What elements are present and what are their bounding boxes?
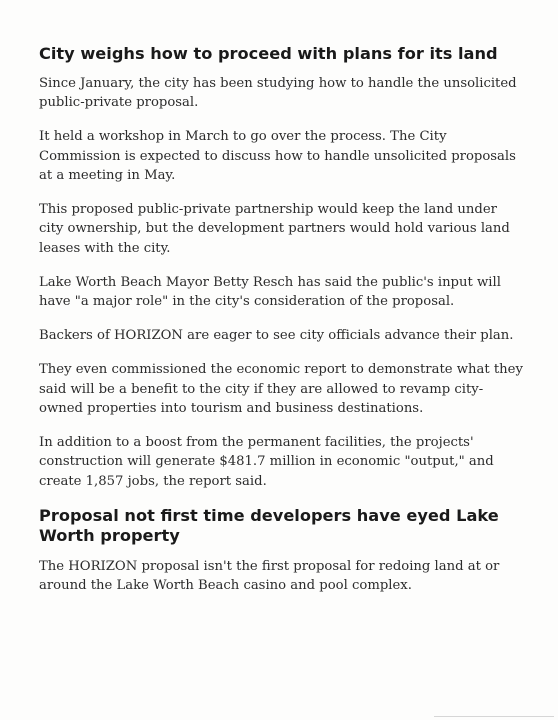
section-heading-land-plans: City weighs how to proceed with plans for its land <box>39 44 498 63</box>
section-heading-previous-proposals: Proposal not first time developers have eyed Lake Worth property <box>39 505 499 545</box>
article-page <box>39 44 525 610</box>
paragraph-7: In addition to a boost from the permanent facilities, the projects' construction will generate $481.7 million in economic "output," and create 1,857 jobs, the report said. <box>39 434 494 489</box>
paragraph-6: They even commissioned the economic report to demonstrate what they said will be a benefit to the city if they are allowed to revamp city-owned properties into tourism and business destinations. <box>39 362 523 416</box>
paragraph-3: This proposed public-private partnership would keep the land under city ownership, but the development partners would hold various land leases with the city. <box>39 202 510 256</box>
scan-edge-line <box>434 708 554 717</box>
paragraph-1: Since January, the city has been studying how to handle the unsolicited public-private proposal. <box>39 76 517 111</box>
paragraph-4: Lake Worth Beach Mayor Betty Resch has said the public's input will have "a major role" in the city's consideration of the proposal. <box>39 274 501 310</box>
paragraph-2: It held a workshop in March to go over the process. The City Commission is expected to discuss how to handle unsolicited proposals at a meeting in May. <box>39 129 516 183</box>
paragraph-8: The HORIZON proposal isn't the first proposal for redoing land at or around the Lake Worth Beach casino and pool complex. <box>39 558 500 593</box>
paragraph-5: Backers of HORIZON are eager to see city officials advance their plan. <box>39 328 514 344</box>
